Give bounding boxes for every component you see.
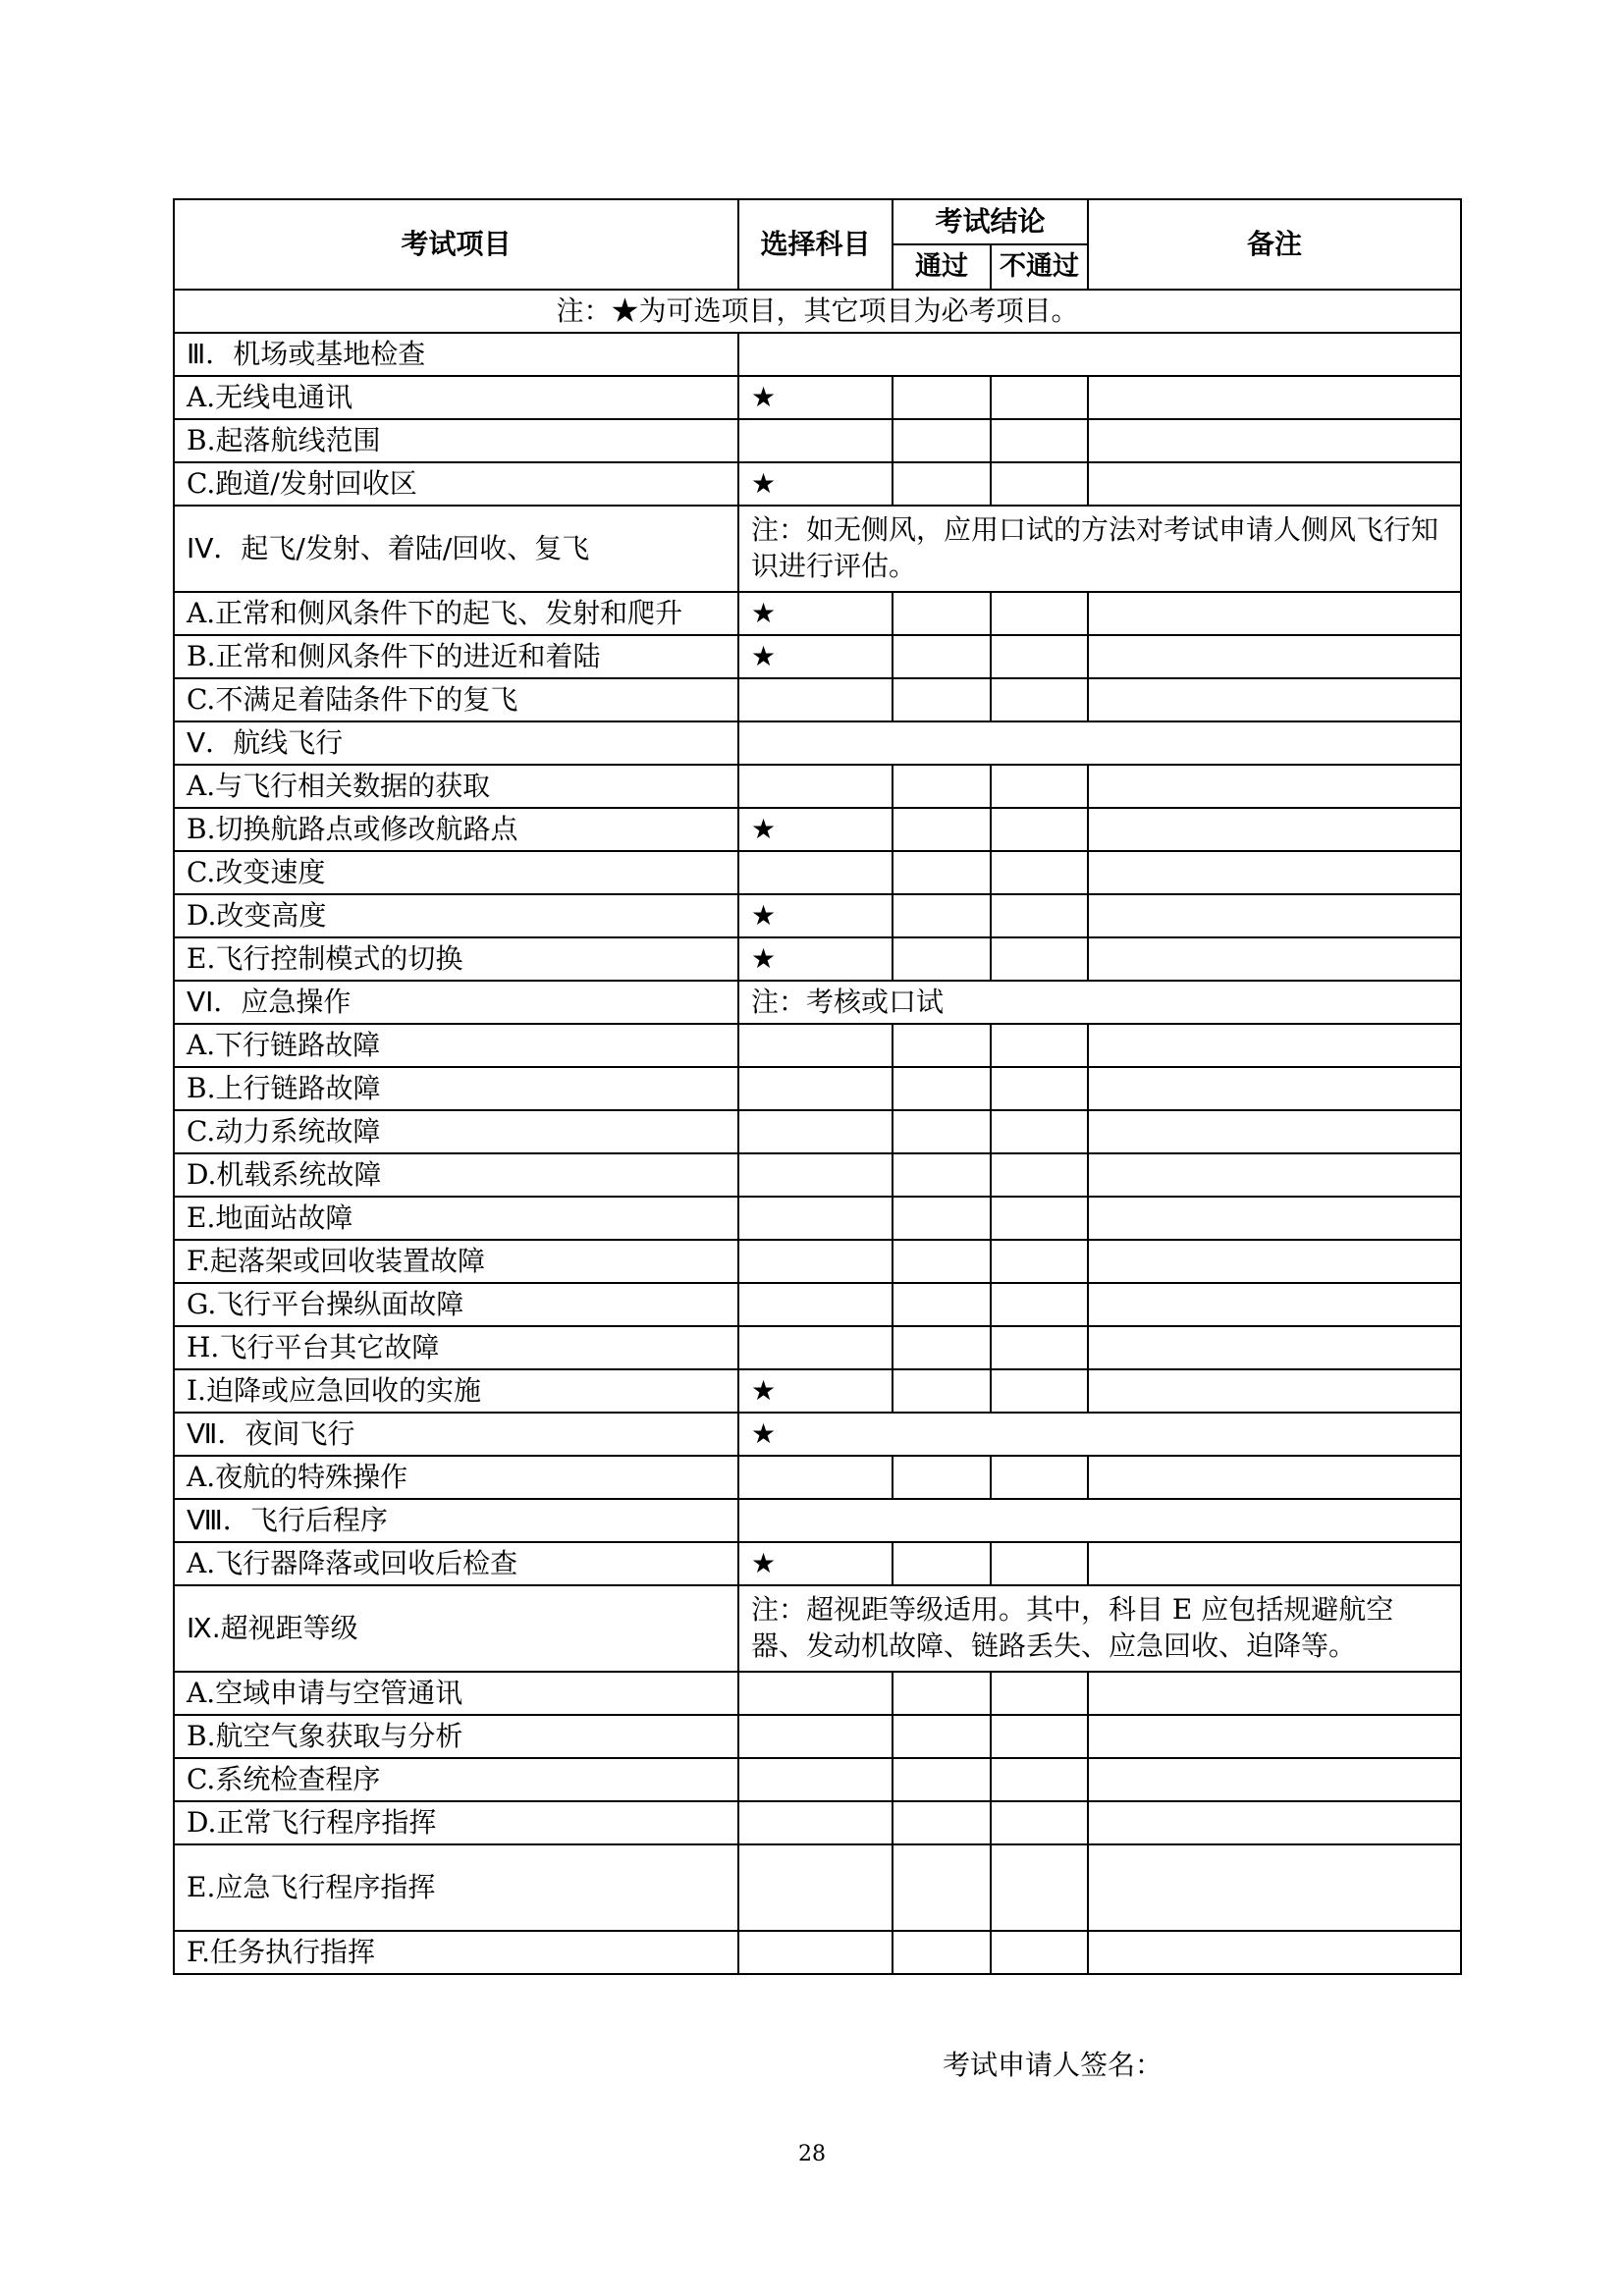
table-row <box>174 1542 1461 1585</box>
exam-item-label: A.下行链路故障 <box>174 1024 738 1067</box>
section-row <box>174 981 1461 1024</box>
remarks-cell[interactable] <box>1088 419 1461 462</box>
fail-cell[interactable] <box>991 1801 1088 1844</box>
pass-cell[interactable] <box>893 376 991 419</box>
remarks-cell[interactable] <box>1088 1326 1461 1369</box>
exam-item-label: A.夜航的特殊操作 <box>174 1456 738 1499</box>
table-body <box>174 290 1461 1974</box>
pass-cell[interactable] <box>893 1456 991 1499</box>
remarks-cell[interactable] <box>1088 1153 1461 1197</box>
select-subject-cell <box>738 851 893 894</box>
table-row <box>174 1197 1461 1240</box>
fail-cell[interactable] <box>991 894 1088 937</box>
pass-cell[interactable] <box>893 1283 991 1326</box>
remarks-cell[interactable] <box>1088 1240 1461 1283</box>
exam-item-label: A.飞行器降落或回收后检查 <box>174 1542 738 1585</box>
remarks-cell[interactable] <box>1088 1024 1461 1067</box>
exam-checklist-table <box>173 198 1462 1975</box>
page-number: 28 <box>798 2142 826 2166</box>
fail-cell[interactable] <box>991 462 1088 506</box>
optional-star-icon: ★ <box>738 376 893 419</box>
remarks-cell[interactable] <box>1088 462 1461 506</box>
exam-item-label: A.正常和侧风条件下的起飞、发射和爬升 <box>174 592 738 635</box>
fail-cell[interactable] <box>991 1672 1088 1715</box>
fail-cell[interactable] <box>991 1197 1088 1240</box>
empty-cell <box>738 721 1461 765</box>
optional-star-icon: ★ <box>738 1369 893 1413</box>
section-row <box>174 333 1461 376</box>
table-row <box>174 851 1461 894</box>
exam-item-label: B.航空气象获取与分析 <box>174 1715 738 1758</box>
remarks-cell[interactable] <box>1088 1931 1461 1974</box>
exam-item-label: A.与飞行相关数据的获取 <box>174 765 738 808</box>
optional-star-icon: ★ <box>738 1413 1461 1456</box>
section-row <box>174 1413 1461 1456</box>
pass-cell[interactable] <box>893 1844 991 1931</box>
remarks-cell[interactable] <box>1088 937 1461 981</box>
select-subject-cell <box>738 1456 893 1499</box>
select-subject-cell <box>738 1844 893 1931</box>
fail-cell[interactable] <box>991 1758 1088 1801</box>
applicant-signature-label: 考试申请人签名： <box>943 2049 1164 2081</box>
select-subject-cell <box>738 1024 893 1067</box>
select-subject-cell <box>738 1672 893 1715</box>
optional-star-icon: ★ <box>738 894 893 937</box>
pass-cell[interactable] <box>893 808 991 851</box>
fail-cell[interactable] <box>991 635 1088 678</box>
pass-cell[interactable] <box>893 1801 991 1844</box>
remarks-cell[interactable] <box>1088 808 1461 851</box>
remarks-cell[interactable] <box>1088 1369 1461 1413</box>
table-row <box>174 1326 1461 1369</box>
exam-item-label: G.飞行平台操纵面故障 <box>174 1283 738 1326</box>
pass-cell[interactable] <box>893 1715 991 1758</box>
table-row <box>174 376 1461 419</box>
table-row <box>174 1456 1461 1499</box>
table-row <box>174 635 1461 678</box>
empty-cell <box>738 333 1461 376</box>
fail-cell[interactable] <box>991 851 1088 894</box>
pass-cell[interactable] <box>893 1672 991 1715</box>
fail-cell[interactable] <box>991 1067 1088 1110</box>
select-subject-cell <box>738 1931 893 1974</box>
section-title: VI．应急操作 <box>174 981 738 1024</box>
fail-cell[interactable] <box>991 1024 1088 1067</box>
table-row <box>174 1240 1461 1283</box>
optional-star-icon: ★ <box>738 808 893 851</box>
pass-cell[interactable] <box>893 851 991 894</box>
table-row <box>174 937 1461 981</box>
exam-item-label: B.上行链路故障 <box>174 1067 738 1110</box>
table-row <box>174 1844 1461 1931</box>
pass-cell[interactable] <box>893 1326 991 1369</box>
remarks-cell[interactable] <box>1088 1672 1461 1715</box>
empty-cell <box>738 1499 1461 1542</box>
select-subject-cell <box>738 1240 893 1283</box>
exam-item-label: D.正常飞行程序指挥 <box>174 1801 738 1844</box>
fail-cell[interactable] <box>991 765 1088 808</box>
pass-cell[interactable] <box>893 635 991 678</box>
exam-item-label: C.不满足着陆条件下的复飞 <box>174 678 738 721</box>
section-title: Ⅷ．飞行后程序 <box>174 1499 738 1542</box>
header-fail: 不通过 <box>991 244 1088 290</box>
select-subject-cell <box>738 1197 893 1240</box>
fail-cell[interactable] <box>991 1715 1088 1758</box>
table-row <box>174 808 1461 851</box>
fail-cell[interactable] <box>991 1844 1088 1931</box>
remarks-cell[interactable] <box>1088 1844 1461 1931</box>
exam-item-label: E.应急飞行程序指挥 <box>174 1844 738 1931</box>
pass-cell[interactable] <box>893 765 991 808</box>
table-row <box>174 1715 1461 1758</box>
pass-cell[interactable] <box>893 894 991 937</box>
table-row <box>174 1283 1461 1326</box>
header-exam-conclusion: 考试结论 <box>893 199 1088 244</box>
select-subject-cell <box>738 419 893 462</box>
pass-cell[interactable] <box>893 1758 991 1801</box>
table-row <box>174 1024 1461 1067</box>
pass-cell[interactable] <box>893 678 991 721</box>
remarks-cell[interactable] <box>1088 678 1461 721</box>
pass-cell[interactable] <box>893 1369 991 1413</box>
table-row <box>174 592 1461 635</box>
pass-cell[interactable] <box>893 1542 991 1585</box>
fail-cell[interactable] <box>991 808 1088 851</box>
section-note: 注：超视距等级适用。其中，科目 E 应包括规避航空器、发动机故障、链路丢失、应急回收、迫降等。 <box>738 1585 1461 1672</box>
exam-item-label: D.机载系统故障 <box>174 1153 738 1197</box>
exam-item-label: C.改变速度 <box>174 851 738 894</box>
fail-cell[interactable] <box>991 419 1088 462</box>
section-title: Ⅶ．夜间飞行 <box>174 1413 738 1456</box>
fail-cell[interactable] <box>991 1542 1088 1585</box>
remarks-cell[interactable] <box>1088 376 1461 419</box>
select-subject-cell <box>738 1067 893 1110</box>
table-row <box>174 1931 1461 1974</box>
exam-item-label: H.飞行平台其它故障 <box>174 1326 738 1369</box>
exam-item-label: F.起落架或回收装置故障 <box>174 1240 738 1283</box>
optional-star-icon: ★ <box>738 635 893 678</box>
fail-cell[interactable] <box>991 1369 1088 1413</box>
remarks-cell[interactable] <box>1088 765 1461 808</box>
select-subject-cell <box>738 678 893 721</box>
exam-item-label: E.地面站故障 <box>174 1197 738 1240</box>
header-select-subject: 选择科目 <box>738 199 893 290</box>
table-row <box>174 462 1461 506</box>
exam-item-label: F.任务执行指挥 <box>174 1931 738 1974</box>
fail-cell[interactable] <box>991 1456 1088 1499</box>
remarks-cell[interactable] <box>1088 894 1461 937</box>
select-subject-cell <box>738 1801 893 1844</box>
select-subject-cell <box>738 1153 893 1197</box>
table-row <box>174 1067 1461 1110</box>
exam-item-label: B.起落航线范围 <box>174 419 738 462</box>
section-title: Ⅸ.超视距等级 <box>174 1585 738 1672</box>
fail-cell[interactable] <box>991 1110 1088 1153</box>
fail-cell[interactable] <box>991 937 1088 981</box>
remarks-cell[interactable] <box>1088 1067 1461 1110</box>
section-row <box>174 506 1461 592</box>
table-row <box>174 1369 1461 1413</box>
exam-item-label: C.动力系统故障 <box>174 1110 738 1153</box>
pass-cell[interactable] <box>893 1110 991 1153</box>
exam-item-label: A.无线电通讯 <box>174 376 738 419</box>
table-row <box>174 894 1461 937</box>
header-pass: 通过 <box>893 244 991 290</box>
exam-item-label: B.正常和侧风条件下的进近和着陆 <box>174 635 738 678</box>
header-remarks: 备注 <box>1088 199 1461 290</box>
pass-cell[interactable] <box>893 1024 991 1067</box>
table-row <box>174 1758 1461 1801</box>
remarks-cell[interactable] <box>1088 1715 1461 1758</box>
optional-star-icon: ★ <box>738 1542 893 1585</box>
remarks-cell[interactable] <box>1088 1110 1461 1153</box>
exam-item-label: E.飞行控制模式的切换 <box>174 937 738 981</box>
remarks-cell[interactable] <box>1088 1197 1461 1240</box>
remarks-cell[interactable] <box>1088 635 1461 678</box>
fail-cell[interactable] <box>991 1931 1088 1974</box>
section-note: 注：考核或口试 <box>738 981 1461 1024</box>
remarks-cell[interactable] <box>1088 851 1461 894</box>
select-subject-cell <box>738 1110 893 1153</box>
section-title: Ⅲ．机场或基地检查 <box>174 333 738 376</box>
section-row <box>174 721 1461 765</box>
select-subject-cell <box>738 765 893 808</box>
select-subject-cell <box>738 1758 893 1801</box>
remarks-cell[interactable] <box>1088 1758 1461 1801</box>
section-row <box>174 1585 1461 1672</box>
exam-item-label: C.跑道/发射回收区 <box>174 462 738 506</box>
remarks-cell[interactable] <box>1088 1801 1461 1844</box>
section-note: 注：如无侧风，应用口试的方法对考试申请人侧风飞行知识进行评估。 <box>738 506 1461 592</box>
remarks-cell[interactable] <box>1088 1542 1461 1585</box>
fail-cell[interactable] <box>991 1240 1088 1283</box>
fail-cell[interactable] <box>991 592 1088 635</box>
header-exam-item: 考试项目 <box>174 199 738 290</box>
pass-cell[interactable] <box>893 592 991 635</box>
remarks-cell[interactable] <box>1088 1456 1461 1499</box>
pass-cell[interactable] <box>893 1067 991 1110</box>
table-row <box>174 1153 1461 1197</box>
section-title: IV．起飞/发射、着陆/回收、复飞 <box>174 506 738 592</box>
remarks-cell[interactable] <box>1088 592 1461 635</box>
table-row <box>174 765 1461 808</box>
exam-item-label: D.改变高度 <box>174 894 738 937</box>
fail-cell[interactable] <box>991 376 1088 419</box>
remarks-cell[interactable] <box>1088 1283 1461 1326</box>
exam-item-label: B.切换航路点或修改航路点 <box>174 808 738 851</box>
optional-star-icon: ★ <box>738 462 893 506</box>
table-row <box>174 419 1461 462</box>
select-subject-cell <box>738 1715 893 1758</box>
pass-cell[interactable] <box>893 1240 991 1283</box>
table-row <box>174 1801 1461 1844</box>
select-subject-cell <box>738 1326 893 1369</box>
exam-item-label: C.系统检查程序 <box>174 1758 738 1801</box>
fail-cell[interactable] <box>991 1326 1088 1369</box>
section-row <box>174 1499 1461 1542</box>
pass-cell[interactable] <box>893 419 991 462</box>
optional-star-icon: ★ <box>738 937 893 981</box>
select-subject-cell <box>738 1283 893 1326</box>
table-row <box>174 678 1461 721</box>
exam-item-label: I.迫降或应急回收的实施 <box>174 1369 738 1413</box>
legend-note: 注：★为可选项目，其它项目为必考项目。 <box>174 290 1461 333</box>
pass-cell[interactable] <box>893 1197 991 1240</box>
section-title: V．航线飞行 <box>174 721 738 765</box>
optional-star-icon: ★ <box>738 592 893 635</box>
exam-item-label: A.空域申请与空管通讯 <box>174 1672 738 1715</box>
pass-cell[interactable] <box>893 1931 991 1974</box>
pass-cell[interactable] <box>893 937 991 981</box>
fail-cell[interactable] <box>991 1283 1088 1326</box>
fail-cell[interactable] <box>991 1153 1088 1197</box>
pass-cell[interactable] <box>893 462 991 506</box>
table-row <box>174 1110 1461 1153</box>
table-row <box>174 1672 1461 1715</box>
fail-cell[interactable] <box>991 678 1088 721</box>
pass-cell[interactable] <box>893 1153 991 1197</box>
